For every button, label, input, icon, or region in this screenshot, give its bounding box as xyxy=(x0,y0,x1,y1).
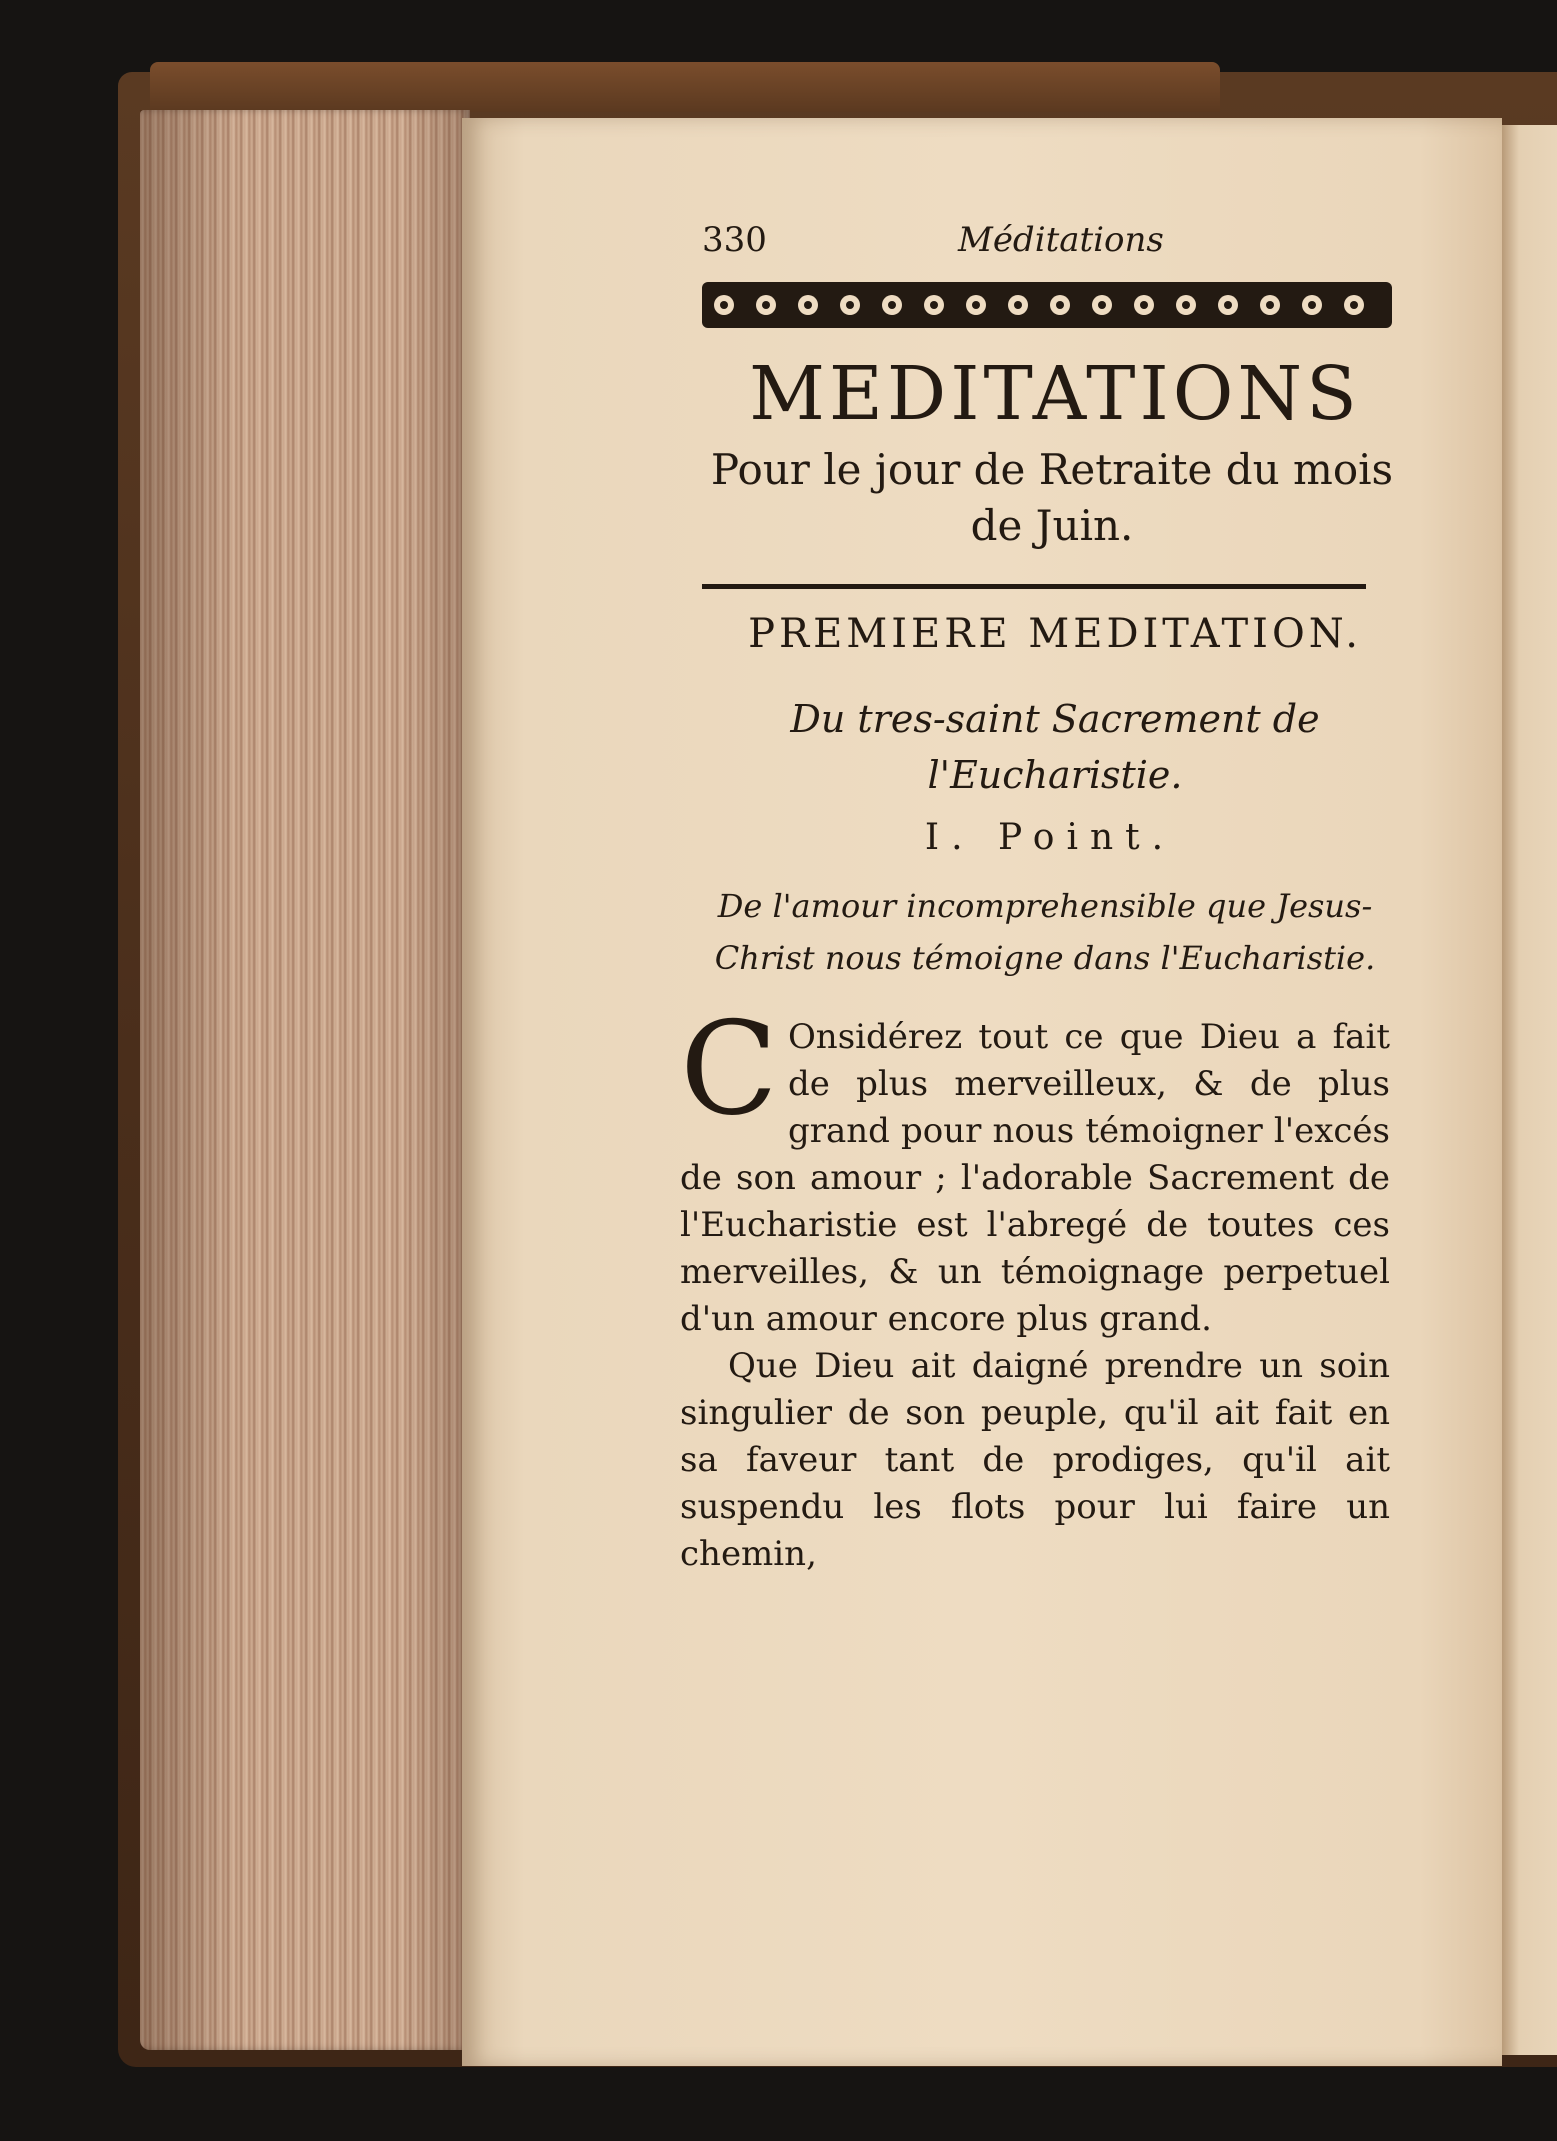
paragraph-2: Que Dieu ait daigné prendre un soin singulier de son peuple, qu'il ait fait en sa faveur tant de prodiges, qu'il ait suspendu les flots pour lui faire un chemin, xyxy=(680,1346,1390,1574)
point-subject: De l'amour incomprehensible que Jesus-Christ nous témoigne dans l'Eucharistie. xyxy=(714,887,1376,977)
body-text xyxy=(680,995,1390,1578)
subtitle: Pour le jour de Retraite du mois de Juin. xyxy=(710,445,1394,550)
paragraph-1 xyxy=(680,995,1390,1343)
main-title: MEDITATIONS xyxy=(749,351,1361,437)
meditation-heading: PREMIERE MEDITATION. xyxy=(748,611,1362,657)
book-cover-top-edge xyxy=(150,62,1220,112)
running-head xyxy=(680,220,1400,270)
page-number: 330 xyxy=(702,220,767,260)
point-heading: I. Point. xyxy=(924,817,1176,858)
drop-cap: C xyxy=(680,995,778,1144)
horizontal-rule xyxy=(702,584,1366,589)
page-text-block xyxy=(680,220,1400,1578)
facing-page-edge xyxy=(1500,125,1557,2055)
running-title: Méditations xyxy=(958,220,1164,260)
paragraph-1-text: Onsidérez tout ce que Dieu a fait de plus merveilleux, & de plus grand pour nous témoigner l'excés de son amour ; l'adorable Sacrement de l'Eucharistie est l'abregé de toutes ces merveilles, & un témoignage perpetuel d'un amour encore plus grand. xyxy=(680,1017,1390,1339)
meditation-subject: Du tres-saint Sacrement de l'Eucharistie. xyxy=(790,697,1320,797)
page-edges-shading xyxy=(140,110,470,2050)
ornamental-band-icon xyxy=(702,278,1392,332)
